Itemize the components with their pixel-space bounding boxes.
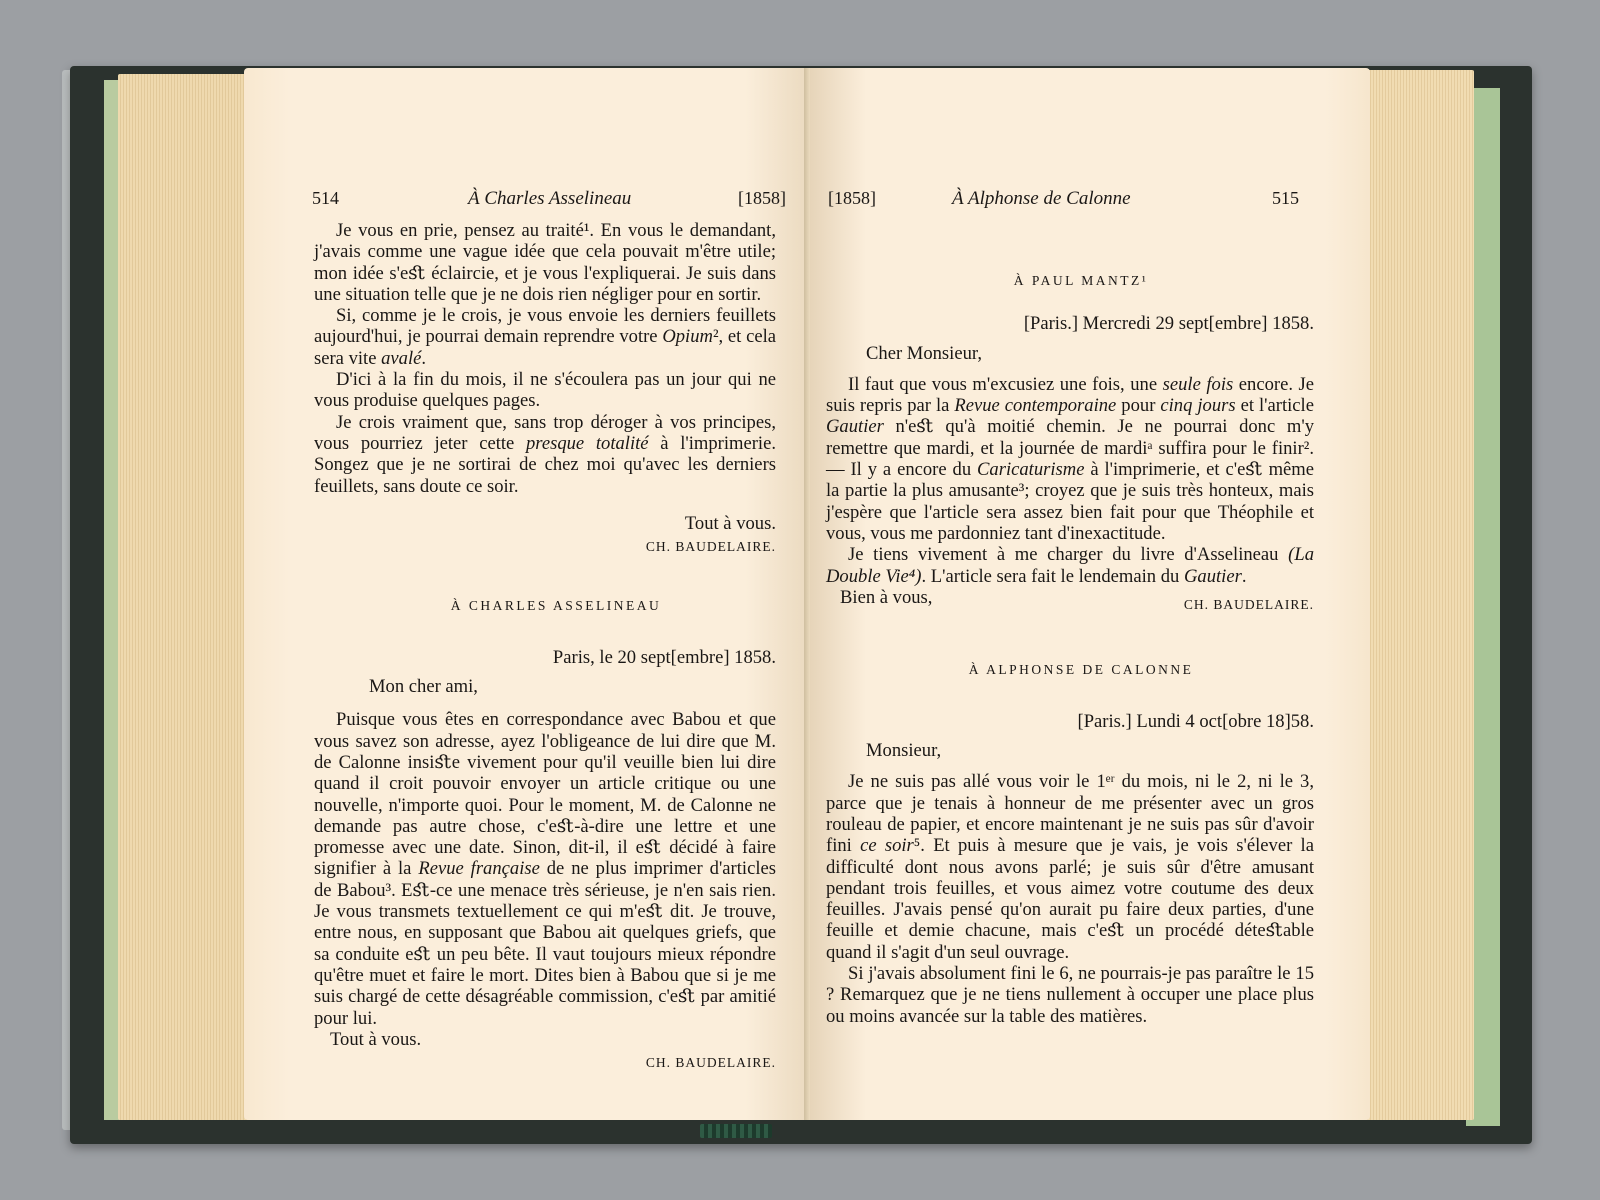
- text-run: .: [421, 347, 427, 369]
- text-run: pour: [1116, 395, 1161, 417]
- salutation: Mon cher ami,: [369, 676, 478, 698]
- paragraph: [826, 374, 1314, 544]
- text-run: .: [1241, 565, 1247, 587]
- italic-run: Revue contemporaine: [954, 395, 1117, 417]
- italic-run: Caricaturisme: [977, 459, 1085, 481]
- italic-run: avalé: [381, 347, 422, 369]
- letter-heading: À ALPHONSE DE CALONNE: [968, 662, 1194, 678]
- paragraph: D'ici à la fin du mois, il ne s'écoulera pas un jour qui ne vous produise quelques pages.: [314, 369, 776, 412]
- signoff: Tout à vous.: [684, 512, 776, 534]
- paragraph: [314, 709, 776, 1028]
- text-run: encore. Je suis repris par la: [826, 373, 1315, 417]
- page-number: 514: [312, 188, 339, 208]
- italic-run: seule fois: [1162, 373, 1234, 395]
- text-run: Je tiens vivement à me charger du livre d'Asselineau: [848, 544, 1289, 566]
- signoff: Tout à vous.: [330, 1028, 422, 1050]
- running-year: [1858]: [828, 188, 876, 208]
- page-number: 515: [1272, 188, 1299, 208]
- text-run: ², et cela sera vite: [314, 326, 776, 369]
- italic-run: presque totalité: [526, 432, 649, 454]
- closing: Bien à vous,: [840, 586, 933, 608]
- italic-run: Gautier: [1183, 565, 1242, 587]
- paragraph: [826, 771, 1314, 963]
- running-year: [1858]: [738, 188, 786, 208]
- page-stack-left: [118, 74, 248, 1120]
- salutation: Cher Monsieur,: [866, 342, 982, 364]
- paragraph: [826, 544, 1314, 587]
- italic-run: cinq jours: [1160, 395, 1236, 417]
- text-run: ⁵. Et puis à mesure que je vais, je vois s'élever la difficulté dont nous avons parlé; je suis sûr d'être amusant pendant trois feuilles, et vous aimez votre coutume des deux feuilles. J'avais pensé qu'on aurait pu faire deux parties, d'une feuille et demie chacune, mais c'eﬆ un procédé déteﬆable quand il s'agit d'un seul ouvrage.: [826, 835, 1314, 963]
- salutation: Monsieur,: [866, 740, 942, 762]
- paragraph: [314, 305, 776, 369]
- text-run: Si, comme je le crois, je vous envoie les derniers feuillets aujourd'hui, je pourrai demain reprendre votre: [314, 305, 776, 348]
- signature: CH. BAUDELAIRE.: [645, 539, 776, 555]
- text-run: Je ne suis pas allé vous voir le 1ᵉʳ du mois, ni le 2, ni le 3, parce que je tenais à honneur de me présenter avec un gros rouleau de papier, et encore maintenant je ne suis pas sûr d'avoir fini: [826, 771, 1314, 857]
- dateline: [Paris.] Lundi 4 oct[obre 18]58.: [1077, 710, 1314, 732]
- text-run: Puisque vous êtes en correspondance avec Babou et que vous savez son adresse, ayez l'obligeance de lui dire que M. de Calonne insiﬆe vivement pour qu'il veuille bien lui dire quand il croit pouvoir envoyer un article critique ou une nouvelle, n'importe quoi. Pour le moment, M. de Calonne ne demande pas autre chose, c'eﬆ-à-dire une lettre et une promesse avec une date. Sinon, dit-il, il eﬆ décidé à faire signifier à la: [314, 709, 776, 880]
- left-page-body: [314, 220, 776, 1073]
- paragraph: Je vous en prie, pensez au traité¹. En vous le demandant, j'avais comme une vague idée que cela pouvait m'être utile; mon idée s'eﬆ éclaircie, et je vous l'expliquerai. Je suis dans une situation telle que je ne dois rien négliger pour en sortir.: [314, 220, 776, 305]
- bookmark-ribbon: [700, 1124, 772, 1138]
- italic-run: ce soir: [860, 835, 914, 857]
- running-title: À Alphonse de Calonne: [952, 188, 1131, 209]
- dateline: Paris, le 20 sept[embre] 1858.: [552, 646, 776, 668]
- signature: CH. BAUDELAIRE.: [1183, 597, 1314, 613]
- italic-run: (La Double Vie⁴): [826, 544, 1314, 587]
- right-page: [810, 68, 1370, 1120]
- italic-run: Revue française: [418, 858, 540, 880]
- signature: CH. BAUDELAIRE.: [645, 1055, 776, 1071]
- paragraph: Si j'avais absolument fini le 6, ne pourrais-je pas paraître le 15 ? Remarquez que je ne tiens nullement à occuper une place plus ou moins avancée sur la table des matières.: [826, 963, 1314, 1027]
- right-page-body: [826, 270, 1314, 1027]
- italic-run: Gautier: [826, 416, 884, 438]
- text-run: Il faut que vous m'excusiez une fois, une: [848, 373, 1163, 395]
- dateline: [Paris.] Mercredi 29 sept[embre] 1858.: [1023, 313, 1314, 335]
- text-run: de ne plus imprimer d'articles de Babou³. Eﬆ-ce une menace très sérieuse, je n'en sais rien. Je vous transmets textuellement ce qui m'eﬆ dit. Je trouve, entre nous, en supposant que Babou ait quelques griefs, que sa conduite eﬆ un peu bête. Il vaut toujours mieux répondre qu'être muet et faire le mort. Dites bien à Babou que si je me suis chargé de cette désagréable commission, c'eﬆ par amitié pour lui.: [314, 858, 776, 1029]
- italic-run: Opium: [662, 326, 713, 348]
- letter-heading: À CHARLES ASSELINEAU: [450, 598, 662, 614]
- letter-heading: À PAUL MANTZ¹: [1013, 273, 1149, 288]
- text-run: Je crois vraiment que, sans trop déroger à vos principes, vous pourriez jeter cette: [314, 411, 776, 454]
- text-run: à l'imprimerie. Songez que je ne sortirai de chez moi qu'avec les derniers feuillets, sans doute ce soir.: [314, 432, 776, 497]
- text-run: à l'imprimerie, et c'eﬆ même la partie la plus amusante³; croyez que je suis très honteux, mais j'espère que l'article sera assez bien fait pour que Théophile et vous, vous me pardonniez tant d'inexactitude.: [826, 459, 1314, 544]
- text-run: et l'article: [1235, 395, 1314, 417]
- paragraph: [314, 412, 776, 497]
- text-run: . L'article sera fait le lendemain du: [921, 565, 1184, 587]
- text-run: n'eﬆ qu'à moitié chemin. Je ne pourrai donc m'y remettre que mardi, et la journée de mardiᵃ suffira pour le finir². — Il y a encore du: [826, 416, 1314, 481]
- running-title: À Charles Asselineau: [468, 188, 632, 209]
- left-page: [244, 68, 814, 1120]
